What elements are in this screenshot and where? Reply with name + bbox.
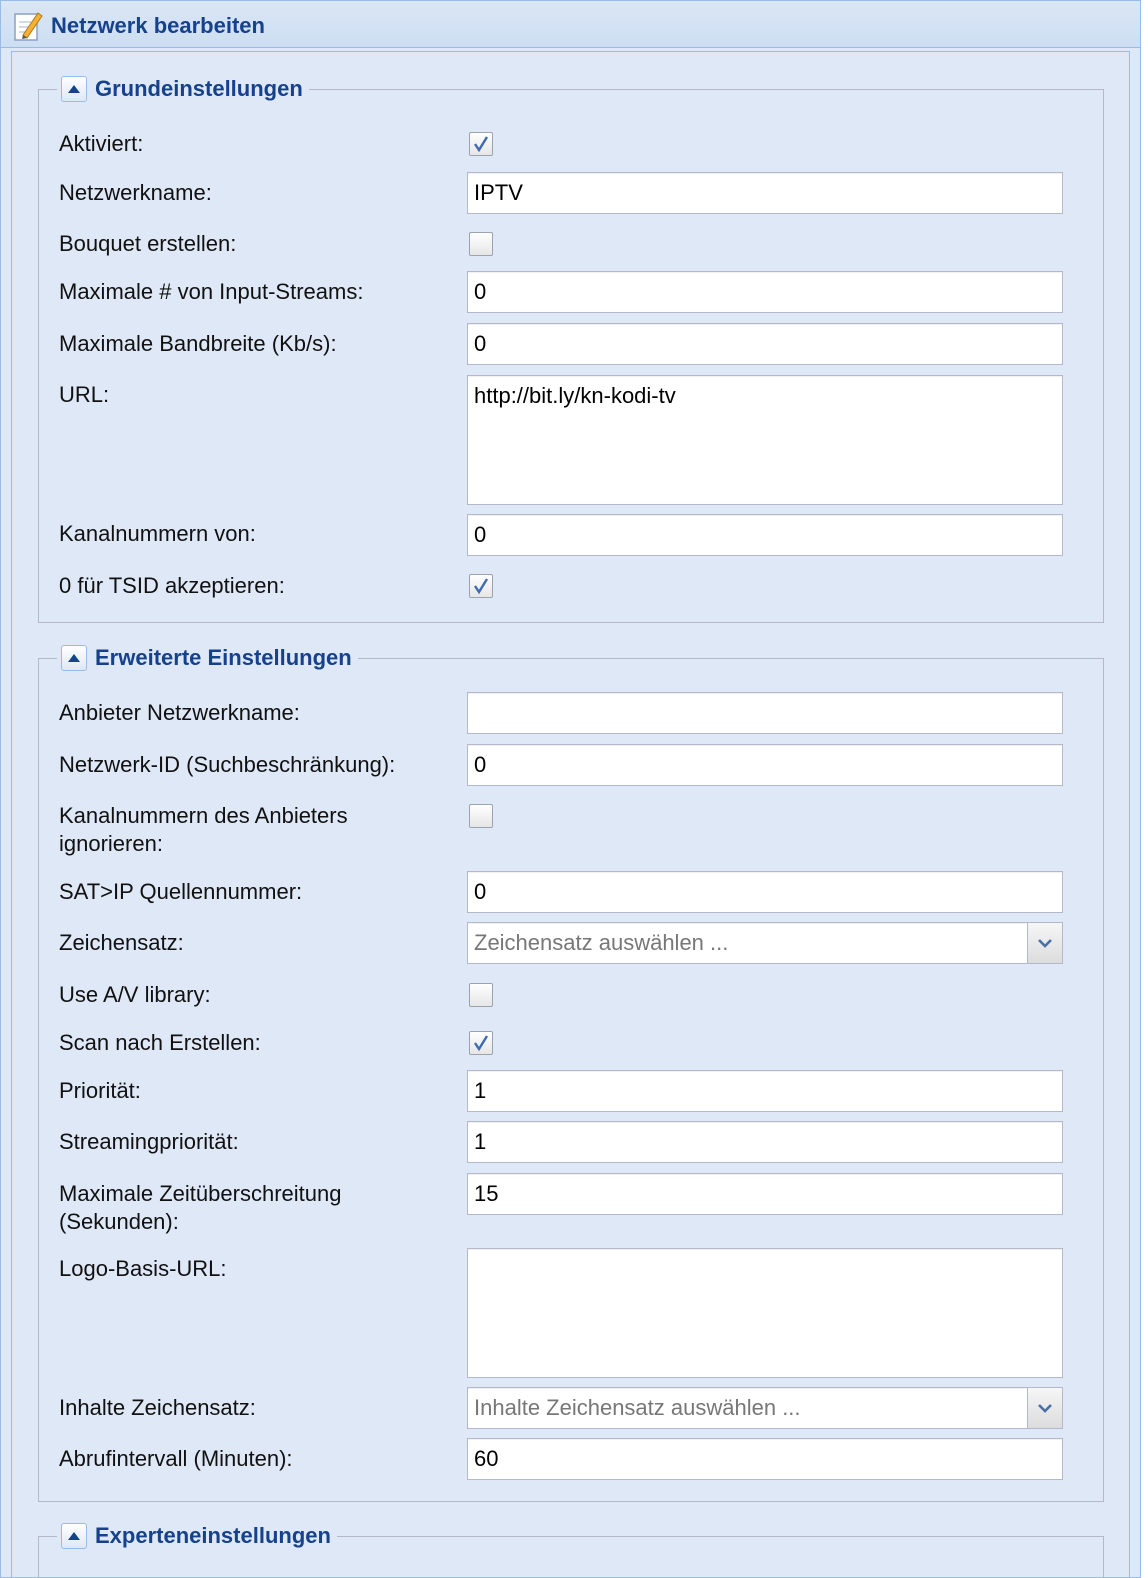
content-charset-placeholder: Inhalte Zeichensatz auswählen ... (474, 1395, 801, 1420)
checkmark-icon (473, 1034, 489, 1052)
scan-after-create-label: Scan nach Erstellen: (59, 1030, 261, 1055)
network-id-input[interactable]: 0 (467, 744, 1063, 786)
advanced-settings-collapse-button[interactable] (61, 645, 87, 671)
ignore-provider-numbers-label-line1: Kanalnummern des Anbieters (59, 803, 348, 828)
content-charset-label: Inhalte Zeichensatz: (59, 1395, 256, 1420)
checkmark-icon (473, 135, 489, 153)
logo-base-url-label: Logo-Basis-URL: (59, 1256, 227, 1281)
form-body (11, 51, 1130, 1577)
checkmark-icon (473, 577, 489, 595)
network-id-label: Netzwerk-ID (Suchbeschränkung): (59, 752, 396, 777)
content-charset-dropdown-trigger[interactable] (1027, 1388, 1062, 1428)
poll-interval-input[interactable]: 60 (467, 1438, 1063, 1480)
channel-numbers-from-input[interactable]: 0 (467, 514, 1063, 556)
charset-placeholder: Zeichensatz auswählen ... (474, 930, 729, 955)
network-name-label: Netzwerkname: (59, 180, 212, 205)
edit-pencil-icon (13, 10, 43, 42)
logo-base-url-textarea[interactable] (467, 1248, 1063, 1378)
accept-zero-tsid-checkbox[interactable] (469, 574, 493, 598)
window-title: Netzwerk bearbeiten (51, 13, 265, 38)
max-bandwidth-label: Maximale Bandbreite (Kb/s): (59, 331, 337, 356)
network-name-input[interactable]: IPTV (467, 172, 1063, 214)
collapse-up-icon (68, 654, 80, 662)
streaming-priority-input[interactable]: 1 (467, 1121, 1063, 1163)
collapse-up-icon (68, 85, 80, 93)
use-av-library-label: Use A/V library: (59, 982, 211, 1007)
expert-settings-title: Experteneinstellungen (95, 1523, 331, 1548)
max-input-streams-input[interactable]: 0 (467, 271, 1063, 313)
charset-dropdown-trigger[interactable] (1027, 923, 1062, 963)
satip-source-input[interactable]: 0 (467, 871, 1063, 913)
create-bouquet-label: Bouquet erstellen: (59, 231, 237, 256)
streaming-priority-label: Streamingpriorität: (59, 1129, 239, 1154)
provider-network-name-label: Anbieter Netzwerkname: (59, 700, 300, 725)
basic-settings-title: Grundeinstellungen (95, 76, 303, 101)
max-bandwidth-input[interactable]: 0 (467, 323, 1063, 365)
expert-settings-collapse-button[interactable] (61, 1523, 87, 1549)
accept-zero-tsid-label: 0 für TSID akzeptieren: (59, 573, 285, 598)
url-label: URL: (59, 382, 110, 407)
max-timeout-label-line2: (Sekunden): (59, 1209, 179, 1234)
provider-network-name-input[interactable] (467, 692, 1063, 734)
basic-settings-collapse-button[interactable] (61, 76, 87, 102)
priority-input[interactable]: 1 (467, 1070, 1063, 1112)
create-bouquet-checkbox[interactable] (469, 232, 493, 256)
advanced-settings-title: Erweiterte Einstellungen (95, 645, 352, 670)
expert-settings-section (38, 1523, 1104, 1578)
enabled-checkbox[interactable] (469, 132, 493, 156)
poll-interval-label: Abrufintervall (Minuten): (59, 1446, 293, 1471)
content-charset-select[interactable] (467, 1387, 1063, 1429)
advanced-settings-section (38, 645, 1104, 1502)
window-titlebar (1, 1, 1140, 48)
scan-after-create-checkbox[interactable] (469, 1031, 493, 1055)
priority-label: Priorität: (59, 1078, 141, 1103)
max-timeout-label-line1: Maximale Zeitüberschreitung (59, 1181, 342, 1206)
basic-settings-section (38, 76, 1104, 623)
charset-select[interactable] (467, 922, 1063, 964)
ignore-provider-numbers-label-line2: ignorieren: (59, 831, 163, 856)
use-av-library-checkbox[interactable] (469, 983, 493, 1007)
max-input-streams-label: Maximale # von Input-Streams: (59, 279, 364, 304)
enabled-label: Aktiviert: (59, 131, 144, 156)
url-textarea[interactable]: http://bit.ly/kn-kodi-tv (467, 375, 1063, 505)
max-timeout-input[interactable]: 15 (467, 1173, 1063, 1215)
channel-numbers-from-label: Kanalnummern von: (59, 521, 256, 546)
advanced-settings-legend (57, 641, 358, 675)
ignore-provider-numbers-checkbox[interactable] (469, 804, 493, 828)
collapse-up-icon (68, 1532, 80, 1540)
chevron-down-icon (1037, 1403, 1053, 1413)
satip-source-label: SAT>IP Quellennummer: (59, 879, 303, 904)
charset-label: Zeichensatz: (59, 930, 184, 955)
basic-settings-legend (57, 72, 309, 106)
chevron-down-icon (1037, 938, 1053, 948)
expert-settings-legend (57, 1519, 337, 1553)
